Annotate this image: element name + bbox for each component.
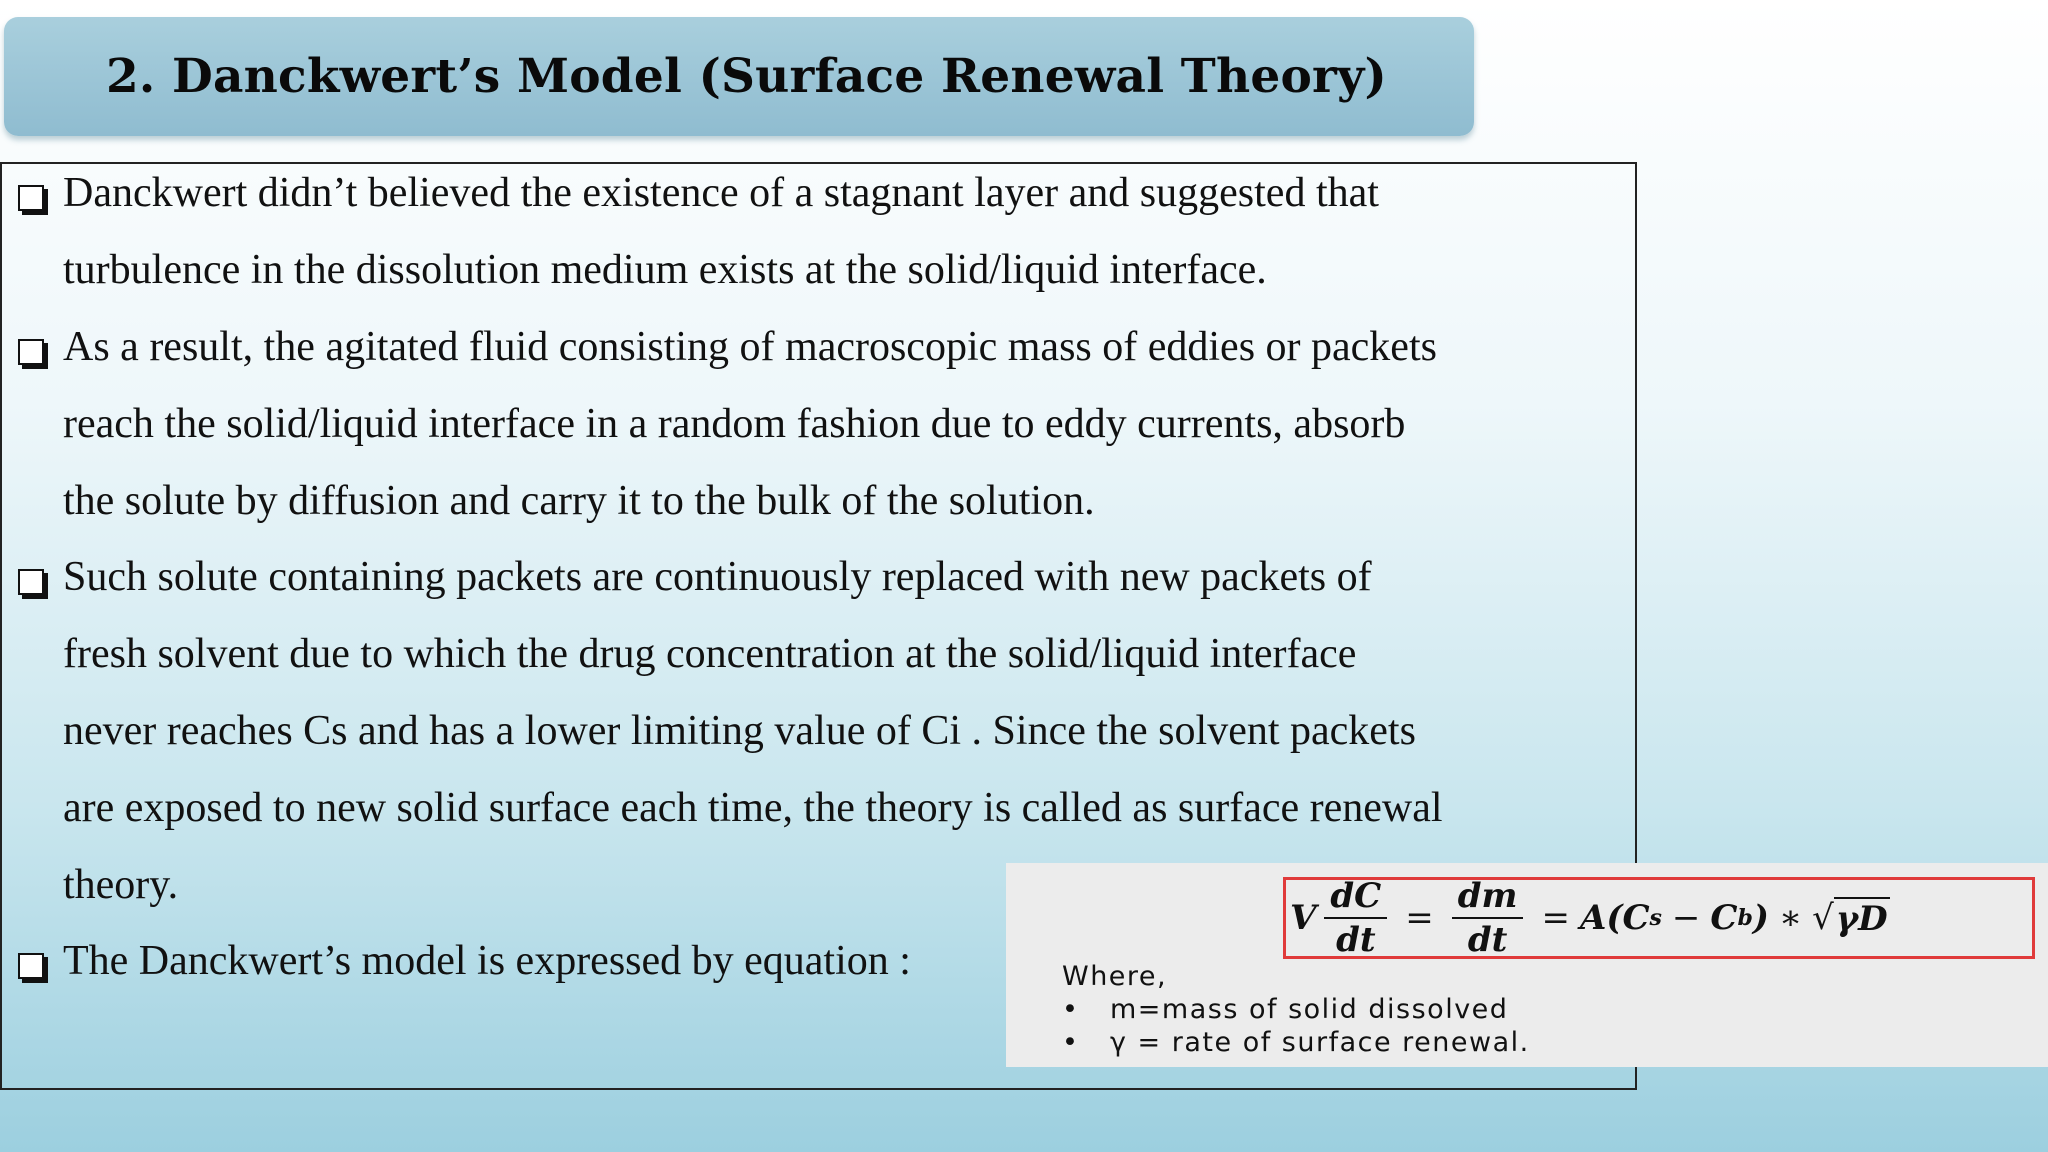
eq-times: ∗: [1778, 898, 1803, 938]
bullet-line: reach the solid/liquid interface in a random fashion due to eddy currents, absorb: [63, 401, 1406, 447]
bullet-dot-icon: •: [1062, 994, 1080, 1025]
eq-subscript-s: s: [1649, 905, 1662, 931]
eq-equals: =: [1405, 898, 1434, 938]
bullet-line: never reaches Cs and has a lower limiting value of Ci . Since the solvent packets: [63, 708, 1416, 754]
eq-rhs-a: A(C: [1579, 898, 1650, 938]
checkbox-bullet-icon: [18, 569, 44, 595]
definition-item: [1062, 994, 1508, 1025]
slide-title-bar: [4, 17, 1474, 136]
slide-title: 2. Danckwert’s Model (Surface Renewal Theory): [106, 49, 1387, 104]
checkbox-bullet-icon: [18, 953, 44, 979]
eq-rhs-c: C: [1710, 898, 1738, 938]
checkbox-bullet-icon: [18, 339, 44, 365]
eq-equals: =: [1541, 898, 1570, 938]
bullet-line: turbulence in the dissolution medium exists at the solid/liquid interface.: [63, 247, 1267, 293]
fraction-numerator: dC: [1324, 879, 1387, 919]
bullet-line: the solute by diffusion and carry it to the bulk of the solution.: [63, 478, 1095, 524]
sqrt-icon: √: [1812, 898, 1834, 938]
bullet-dot-icon: •: [1062, 1027, 1080, 1058]
checkbox-bullet-icon: [18, 185, 44, 211]
bullet-line: theory.: [63, 862, 179, 908]
fraction-dm-dt: [1452, 876, 1524, 960]
bullet-line: Such solute containing packets are continuously replaced with new packets of: [63, 554, 1372, 600]
bullet-line: are exposed to new solid surface each time, the theory is called as surface renewal: [63, 785, 1443, 831]
fraction-denominator: dt: [1467, 920, 1508, 960]
eq-subscript-b: b: [1737, 905, 1753, 931]
definition-item: [1062, 1027, 1530, 1058]
bullet-line: fresh solvent due to which the drug concentration at the solid/liquid interface: [63, 631, 1357, 677]
definition-text: m=mass of solid dissolved: [1110, 994, 1509, 1025]
equation-panel: [1006, 863, 2048, 1067]
eq-rhs-close: ): [1752, 898, 1769, 938]
fraction-numerator: dm: [1452, 879, 1524, 919]
equation-box: [1283, 877, 2035, 959]
definition-text: γ = rate of surface renewal.: [1110, 1027, 1530, 1058]
bullet-line: As a result, the agitated fluid consisting of macroscopic mass of eddies or packets: [63, 324, 1437, 370]
fraction-denominator: dt: [1336, 920, 1376, 960]
eq-radicand: γD: [1835, 899, 1888, 939]
fraction-dc-dt: [1324, 876, 1387, 960]
eq-minus: −: [1671, 898, 1701, 938]
eq-symbol-v: V: [1290, 898, 1317, 938]
where-label: Where,: [1062, 961, 1168, 992]
bullet-line: The Danckwert’s model is expressed by equation :: [63, 938, 911, 984]
bullet-line: Danckwert didn’t believed the existence of a stagnant layer and suggested that: [63, 170, 1379, 216]
